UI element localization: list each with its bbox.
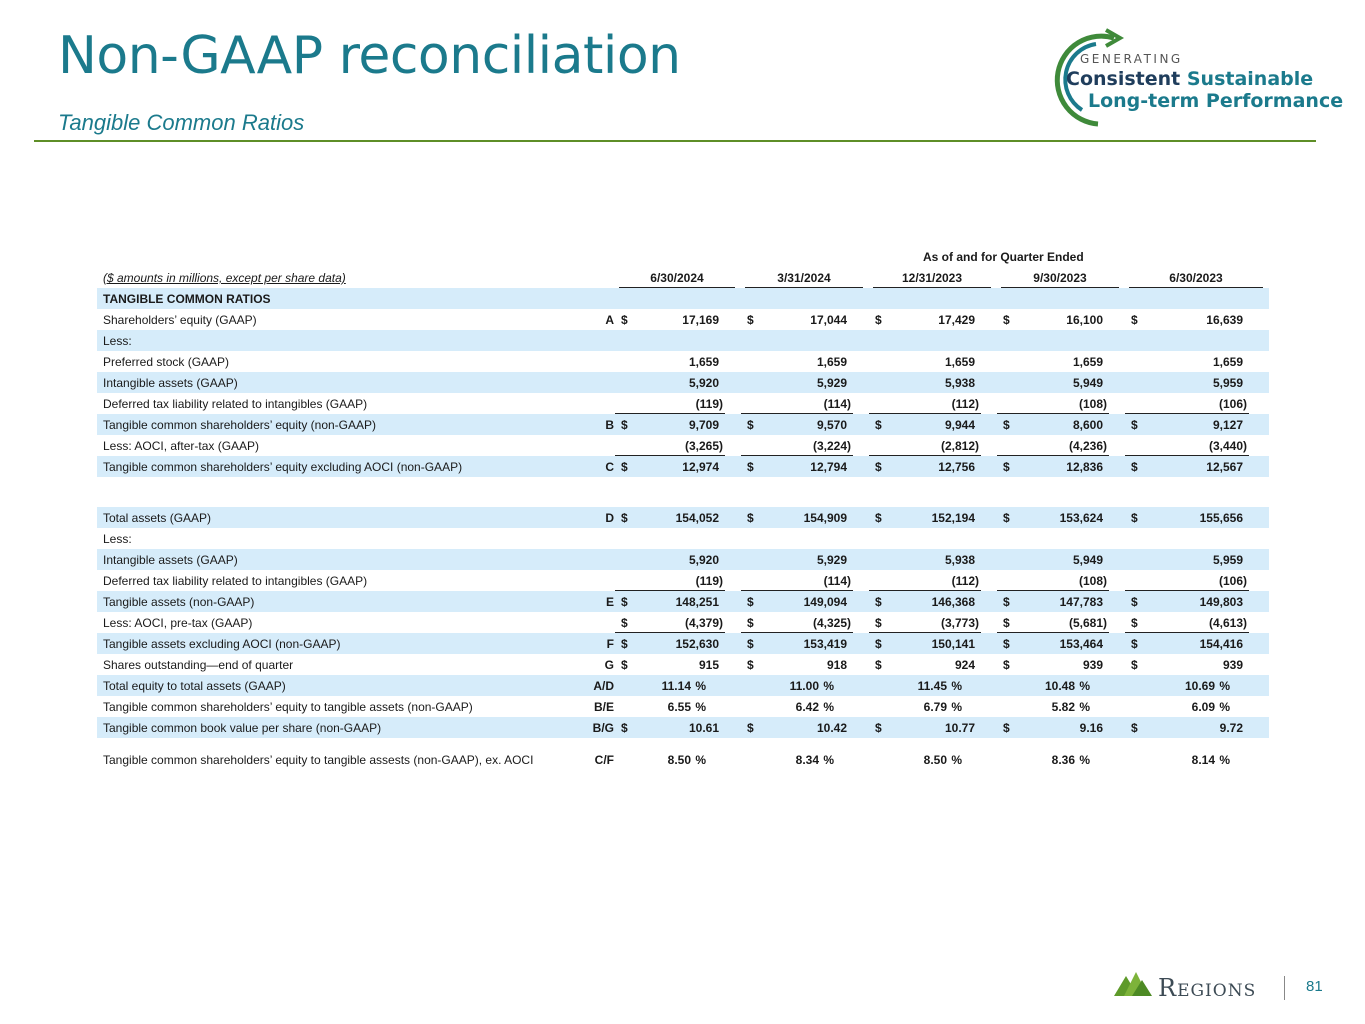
cell-value: 6.42 [795,700,819,714]
cell-value: 153,464 [1059,637,1103,651]
dollar-sign: $ [621,721,628,735]
cell-value: 918 [826,658,847,672]
cell-value: 5,949 [1072,376,1103,390]
cell-value: 8.36 [1051,753,1075,767]
logo-line2: Long-term Performance [1088,90,1344,112]
cell-value: 5,959 [1212,553,1243,567]
dollar-sign: $ [1003,460,1010,474]
percent-sign: % [1219,700,1230,714]
cell-value: (119) [695,574,723,588]
row-key: C/F [594,753,614,767]
dollar-sign: $ [621,511,628,525]
cell-value: 5,929 [816,553,847,567]
cell-value: 9,709 [688,418,719,432]
cell-value: (112) [951,574,979,588]
dollar-sign: $ [747,658,754,672]
cell-value: 5,920 [688,376,719,390]
row-label: Tangible common book value per share (non-GAAP) [103,721,382,735]
dollar-sign: $ [747,511,754,525]
table-row [97,507,1269,528]
cell-value: 17,044 [810,313,847,327]
row-key: A/D [593,679,614,693]
cell-value: (3,440) [1208,439,1247,453]
percent-sign: % [1219,679,1230,693]
dollar-sign: $ [875,595,882,609]
dollar-sign: $ [1003,595,1010,609]
dollar-sign: $ [875,313,882,327]
table-row [97,675,1269,696]
cell-value: 5,920 [688,553,719,567]
cell-value: 147,783 [1059,595,1103,609]
row-label: Tangible common shareholders’ equity to tangible assets (non-GAAP) [103,700,473,714]
row-label: Tangible assets excluding AOCI (non-GAAP) [103,637,341,651]
cell-value: 11.14 [661,679,691,693]
dollar-sign: $ [1131,637,1138,651]
logo-line1 [1066,68,1313,90]
column-header: 9/30/2023 [1001,271,1119,289]
cell-value: 10.77 [944,721,975,735]
row-label: Total equity to total assets (GAAP) [103,679,286,693]
dollar-sign: $ [1131,658,1138,672]
cell-value: 12,836 [1066,460,1103,474]
cell-value: 5.82 [1051,700,1075,714]
percent-sign: % [1079,679,1090,693]
table-row [97,591,1269,612]
table-row [97,393,1269,414]
column-header: 12/31/2023 [873,271,991,289]
dollar-sign: $ [875,721,882,735]
cell-value: (114) [823,397,851,411]
cell-value: 12,756 [938,460,975,474]
cell-value: 153,419 [803,637,847,651]
cell-value: 11.00 [789,679,819,693]
dollar-sign: $ [621,658,628,672]
percent-sign: % [951,679,962,693]
cell-value: 1,659 [944,355,975,369]
cell-value: 155,656 [1199,511,1243,525]
cell-value: 8.34 [795,753,819,767]
cell-value: (108) [1078,397,1107,411]
table-column-header-row [97,267,1269,288]
row-key: B [605,418,614,432]
dollar-sign: $ [621,460,628,474]
row-label: Shares outstanding—end of quarter [103,658,294,672]
dollar-sign: $ [747,418,754,432]
dollar-sign: $ [621,313,628,327]
percent-sign: % [695,753,706,767]
cell-value: (4,236) [1068,439,1107,453]
cell-value: 149,094 [803,595,847,609]
dollar-sign: $ [747,616,754,630]
cell-value: (112) [951,397,979,411]
dollar-sign: $ [1131,418,1138,432]
dollar-sign: $ [875,511,882,525]
cell-value: 9,944 [944,418,975,432]
cell-value: 152,194 [931,511,975,525]
dollar-sign: $ [1131,595,1138,609]
cell-value: 12,794 [810,460,847,474]
row-label: Shareholders’ equity (GAAP) [103,313,257,327]
dollar-sign: $ [1131,616,1138,630]
dollar-sign: $ [1131,721,1138,735]
table-row [97,696,1269,717]
row-label: Less: AOCI, pre-tax (GAAP) [103,616,253,630]
cell-value: 154,052 [675,511,719,525]
row-key: D [605,511,614,525]
cell-value: 1,659 [1212,355,1243,369]
cell-value: 17,429 [938,313,975,327]
cell-value: 16,639 [1206,313,1243,327]
percent-sign: % [695,700,706,714]
cell-value: 149,803 [1199,595,1243,609]
dollar-sign: $ [1131,460,1138,474]
section-title: TANGIBLE COMMON RATIOS [103,292,271,306]
table-row [97,435,1269,456]
regions-pyramid-icon [1114,970,1154,1000]
cell-value: 1,659 [1072,355,1103,369]
table-row [97,612,1269,633]
cell-value: 148,251 [675,595,719,609]
page-number: 81 [1306,978,1323,995]
percent-sign: % [823,700,834,714]
cell-value: 1,659 [688,355,719,369]
title-divider [34,140,1316,142]
row-label: Tangible common shareholders’ equity excluding AOCI (non-GAAP) [103,460,463,474]
table-row [97,654,1269,675]
table-row [97,330,1269,351]
dollar-sign: $ [1003,658,1010,672]
cell-value: (106) [1218,574,1247,588]
table-row [97,633,1269,654]
cell-value: 5,959 [1212,376,1243,390]
cell-value: 6.55 [667,700,691,714]
cell-value: 6.79 [923,700,947,714]
row-label: Intangible assets (GAAP) [103,553,238,567]
cell-value: 154,909 [803,511,847,525]
table-group-header-row [97,246,1269,267]
dollar-sign: $ [1131,313,1138,327]
cell-value: (5,681) [1068,616,1107,630]
row-label: Tangible common shareholders’ equity (non-GAAP) [103,418,377,432]
cell-value: 5,949 [1072,553,1103,567]
row-label: Intangible assets (GAAP) [103,376,238,390]
dollar-sign: $ [621,616,628,630]
tangible-common-ratios-table [97,246,1269,770]
dollar-sign: $ [621,595,628,609]
percent-sign: % [1079,700,1090,714]
section-title-row [97,288,1269,309]
dollar-sign: $ [747,313,754,327]
footer-divider [1284,976,1285,1000]
row-key: B/G [592,721,614,735]
units-note: ($ amounts in millions, except per share data) [103,271,346,285]
table-row [97,414,1269,435]
cell-value: 6.09 [1191,700,1215,714]
row-label: Total assets (GAAP) [103,511,212,525]
page-title: Non-GAAP reconciliation [58,26,681,86]
cell-value: 12,567 [1206,460,1243,474]
cell-value: (119) [695,397,723,411]
dollar-sign: $ [875,460,882,474]
table-row [97,749,1269,770]
dollar-sign: $ [747,460,754,474]
group-header: As of and for Quarter Ended [923,250,1084,264]
dollar-sign: $ [1003,313,1010,327]
cell-value: 150,141 [931,637,975,651]
cell-value: 16,100 [1066,313,1103,327]
row-key: F [606,637,614,651]
table-row [97,456,1269,477]
table-row [97,351,1269,372]
column-header: 6/30/2023 [1129,271,1263,289]
column-header: 6/30/2024 [619,271,735,289]
percent-sign: % [823,679,834,693]
cell-value: 5,938 [944,553,975,567]
row-key: A [605,313,614,327]
cell-value: 8,600 [1072,418,1103,432]
cell-value: 8.50 [667,753,691,767]
logo-sustainable: Sustainable [1186,68,1314,90]
cell-value: 9.16 [1079,721,1103,735]
cell-value: 924 [954,658,975,672]
dollar-sign: $ [747,721,754,735]
cell-value: 8.50 [923,753,947,767]
cell-value: (4,613) [1208,616,1247,630]
percent-sign: % [1079,753,1090,767]
cell-value: (3,773) [940,616,979,630]
cell-value: 939 [1222,658,1243,672]
row-label: Preferred stock (GAAP) [103,355,230,369]
cell-value: 10.42 [816,721,847,735]
dollar-sign: $ [1131,511,1138,525]
row-label: Deferred tax liability related to intangibles (GAAP) [103,397,368,411]
cell-value: 17,169 [682,313,719,327]
percent-sign: % [695,679,706,693]
percent-sign: % [951,753,962,767]
dollar-sign: $ [1003,721,1010,735]
generating-performance-logo [1036,28,1344,128]
column-header: 3/31/2024 [745,271,863,289]
percent-sign: % [823,753,834,767]
cell-value: (4,325) [812,616,851,630]
cell-value: 10.69 [1184,679,1215,693]
cell-value: (3,265) [684,439,723,453]
row-label: Less: [103,532,132,546]
dollar-sign: $ [747,637,754,651]
logo-generating-text: GENERATING [1080,52,1183,66]
cell-value: 154,416 [1199,637,1243,651]
cell-value: 146,368 [931,595,975,609]
row-key: C [605,460,614,474]
cell-value: 5,929 [816,376,847,390]
table-row [97,717,1269,738]
table-row [97,570,1269,591]
row-label: Less: [103,334,132,348]
table-row [97,372,1269,393]
dollar-sign: $ [875,637,882,651]
cell-value: 11.45 [917,679,947,693]
page-subtitle: Tangible Common Ratios [58,110,305,135]
cell-value: (3,224) [812,439,851,453]
cell-value: 152,630 [675,637,719,651]
table-row [97,309,1269,330]
dollar-sign: $ [1003,637,1010,651]
percent-sign: % [951,700,962,714]
dollar-sign: $ [875,616,882,630]
cell-value: (108) [1078,574,1107,588]
cell-value: (4,379) [684,616,723,630]
cell-value: 9.72 [1219,721,1243,735]
dollar-sign: $ [621,637,628,651]
row-key: E [605,595,614,609]
cell-value: 1,659 [816,355,847,369]
cell-value: 939 [1082,658,1103,672]
dollar-sign: $ [1003,616,1010,630]
cell-value: 10.48 [1044,679,1075,693]
dollar-sign: $ [1003,418,1010,432]
row-label: Tangible common shareholders’ equity to tangible assests (non-GAAP), ex. AOCI [103,753,534,767]
logo-consistent: Consistent [1066,68,1181,90]
table-spacer [97,477,1269,507]
cell-value: (2,812) [940,439,979,453]
cell-value: 9,570 [816,418,847,432]
dollar-sign: $ [747,595,754,609]
cell-value: 10.61 [688,721,719,735]
percent-sign: % [1219,753,1230,767]
cell-value: 915 [698,658,719,672]
cell-value: (106) [1218,397,1247,411]
table-row [97,549,1269,570]
row-label: Deferred tax liability related to intangibles (GAAP) [103,574,368,588]
dollar-sign: $ [1003,511,1010,525]
dollar-sign: $ [875,658,882,672]
dollar-sign: $ [875,418,882,432]
cell-value: (114) [823,574,851,588]
row-key: B/E [593,700,614,714]
cell-value: 8.14 [1191,753,1215,767]
cell-value: 9,127 [1212,418,1243,432]
cell-value: 153,624 [1059,511,1103,525]
row-label: Tangible assets (non-GAAP) [103,595,255,609]
table-spacer [97,738,1269,749]
regions-wordmark: Regions [1158,974,1257,1002]
row-label: Less: AOCI, after-tax (GAAP) [103,439,260,453]
cell-value: 12,974 [682,460,719,474]
row-key: G [604,658,614,672]
cell-value: 5,938 [944,376,975,390]
dollar-sign: $ [621,418,628,432]
table-row [97,528,1269,549]
